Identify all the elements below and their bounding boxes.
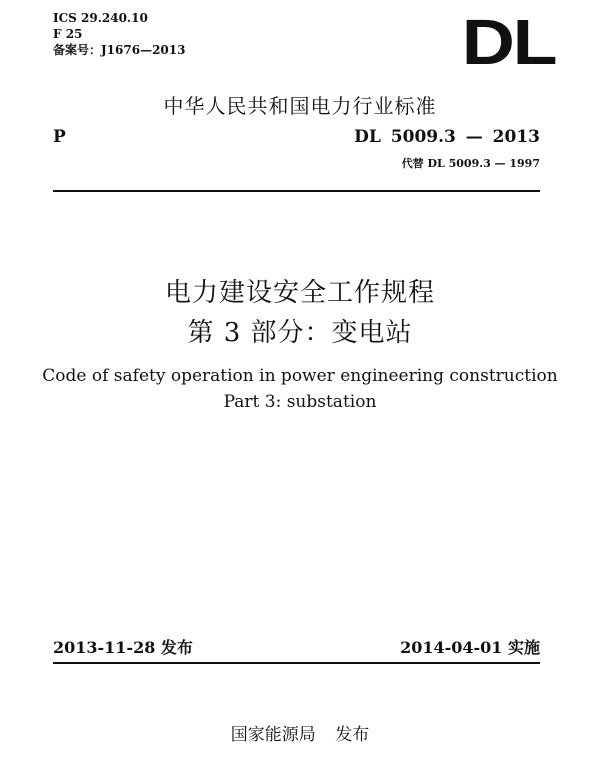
industry-standard-heading: 中华人民共和国电力行业标准 [163, 94, 437, 118]
publisher: 国家能源局 发布 [230, 725, 370, 745]
category-code: P [53, 127, 66, 147]
subtitle-english: Part 3: substation [223, 392, 377, 412]
issue-date: 2013-11-28 发布 [53, 638, 193, 657]
title-english: Code of safety operation in power engineering construction [42, 366, 558, 386]
replaces-standard: 代替 DL 5009.3 — 1997 [401, 157, 540, 170]
subtitle-chinese: 第 3 部分：变电站 [187, 318, 413, 348]
top-divider [53, 190, 540, 192]
classification-code: F 25 [53, 27, 83, 41]
bottom-divider [53, 662, 540, 664]
standard-number: DL 5009.3 — 2013 [354, 127, 540, 147]
implementation-date: 2014-04-01 实施 [400, 638, 540, 657]
filing-number: 备案号：J1676—2013 [53, 43, 186, 57]
title-chinese: 电力建设安全工作规程 [164, 278, 435, 308]
dl-logo: DL [461, 6, 555, 78]
ics-code: ICS 29.240.10 [53, 11, 148, 25]
